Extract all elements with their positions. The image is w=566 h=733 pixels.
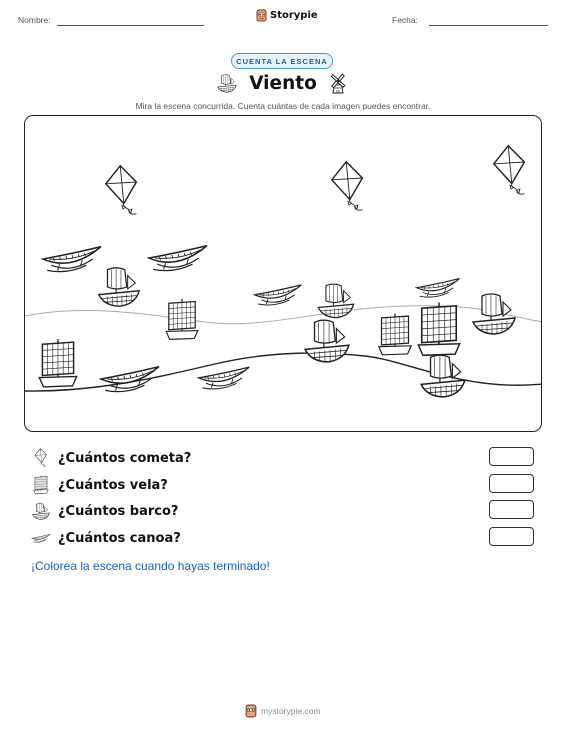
canoe[interactable] [149,246,207,271]
ship[interactable] [99,268,139,306]
answer-box-canoe[interactable] [489,527,534,546]
question-text: ¿Cuántos canoa? [58,530,181,546]
scene-panel[interactable] [24,115,542,432]
canoe[interactable] [43,247,101,272]
answer-box-sail[interactable] [489,474,534,493]
date-line[interactable] [429,25,548,26]
answer-box-ship[interactable] [489,500,534,519]
footer [245,704,321,718]
windmill-icon [328,72,348,94]
ship-icon [31,501,51,521]
storypie-logo-icon [256,9,267,22]
finish-instruction: ¡Colorea la escena cuando hayas terminado! [31,559,270,573]
canoe-icon [31,528,51,548]
page-title: Viento [249,73,317,94]
storypie-logo-icon [245,704,257,718]
instructions: Mira la escena concurrida. Cuenta cuántas de cada imagen puedes encontrar. [135,101,431,111]
sail[interactable] [166,299,198,339]
canoe[interactable] [101,367,159,392]
ship[interactable] [318,284,353,318]
name-label: Nombre: [18,15,51,25]
sail[interactable] [418,302,459,355]
kite[interactable] [332,162,363,210]
sail-icon [31,475,51,495]
question-sail [31,474,168,496]
brand-name: Storypie [270,10,318,21]
ship[interactable] [473,294,515,334]
question-canoe [31,527,181,549]
question-text: ¿Cuántos barco? [58,503,179,519]
date-label: Fecha: [392,15,418,25]
canoe[interactable] [255,285,302,305]
ship[interactable] [421,355,465,397]
sail[interactable] [379,313,411,354]
footer-url[interactable]: mystorypie.com [261,706,321,716]
question-ship [31,500,178,522]
question-text: ¿Cuántos cometa? [58,450,192,466]
answer-box-kite[interactable] [489,447,534,466]
kite[interactable] [106,166,137,214]
name-line[interactable] [57,25,204,26]
canoe[interactable] [417,279,460,298]
canoe[interactable] [199,367,249,389]
sail[interactable] [39,339,76,387]
kite[interactable] [494,146,525,194]
brand [256,9,318,22]
ship[interactable] [305,320,349,362]
kite-icon [31,448,51,468]
category-badge: CUENTA LA ESCENA [231,53,333,69]
question-text: ¿Cuántos vela? [58,477,168,493]
question-kite [31,447,191,469]
